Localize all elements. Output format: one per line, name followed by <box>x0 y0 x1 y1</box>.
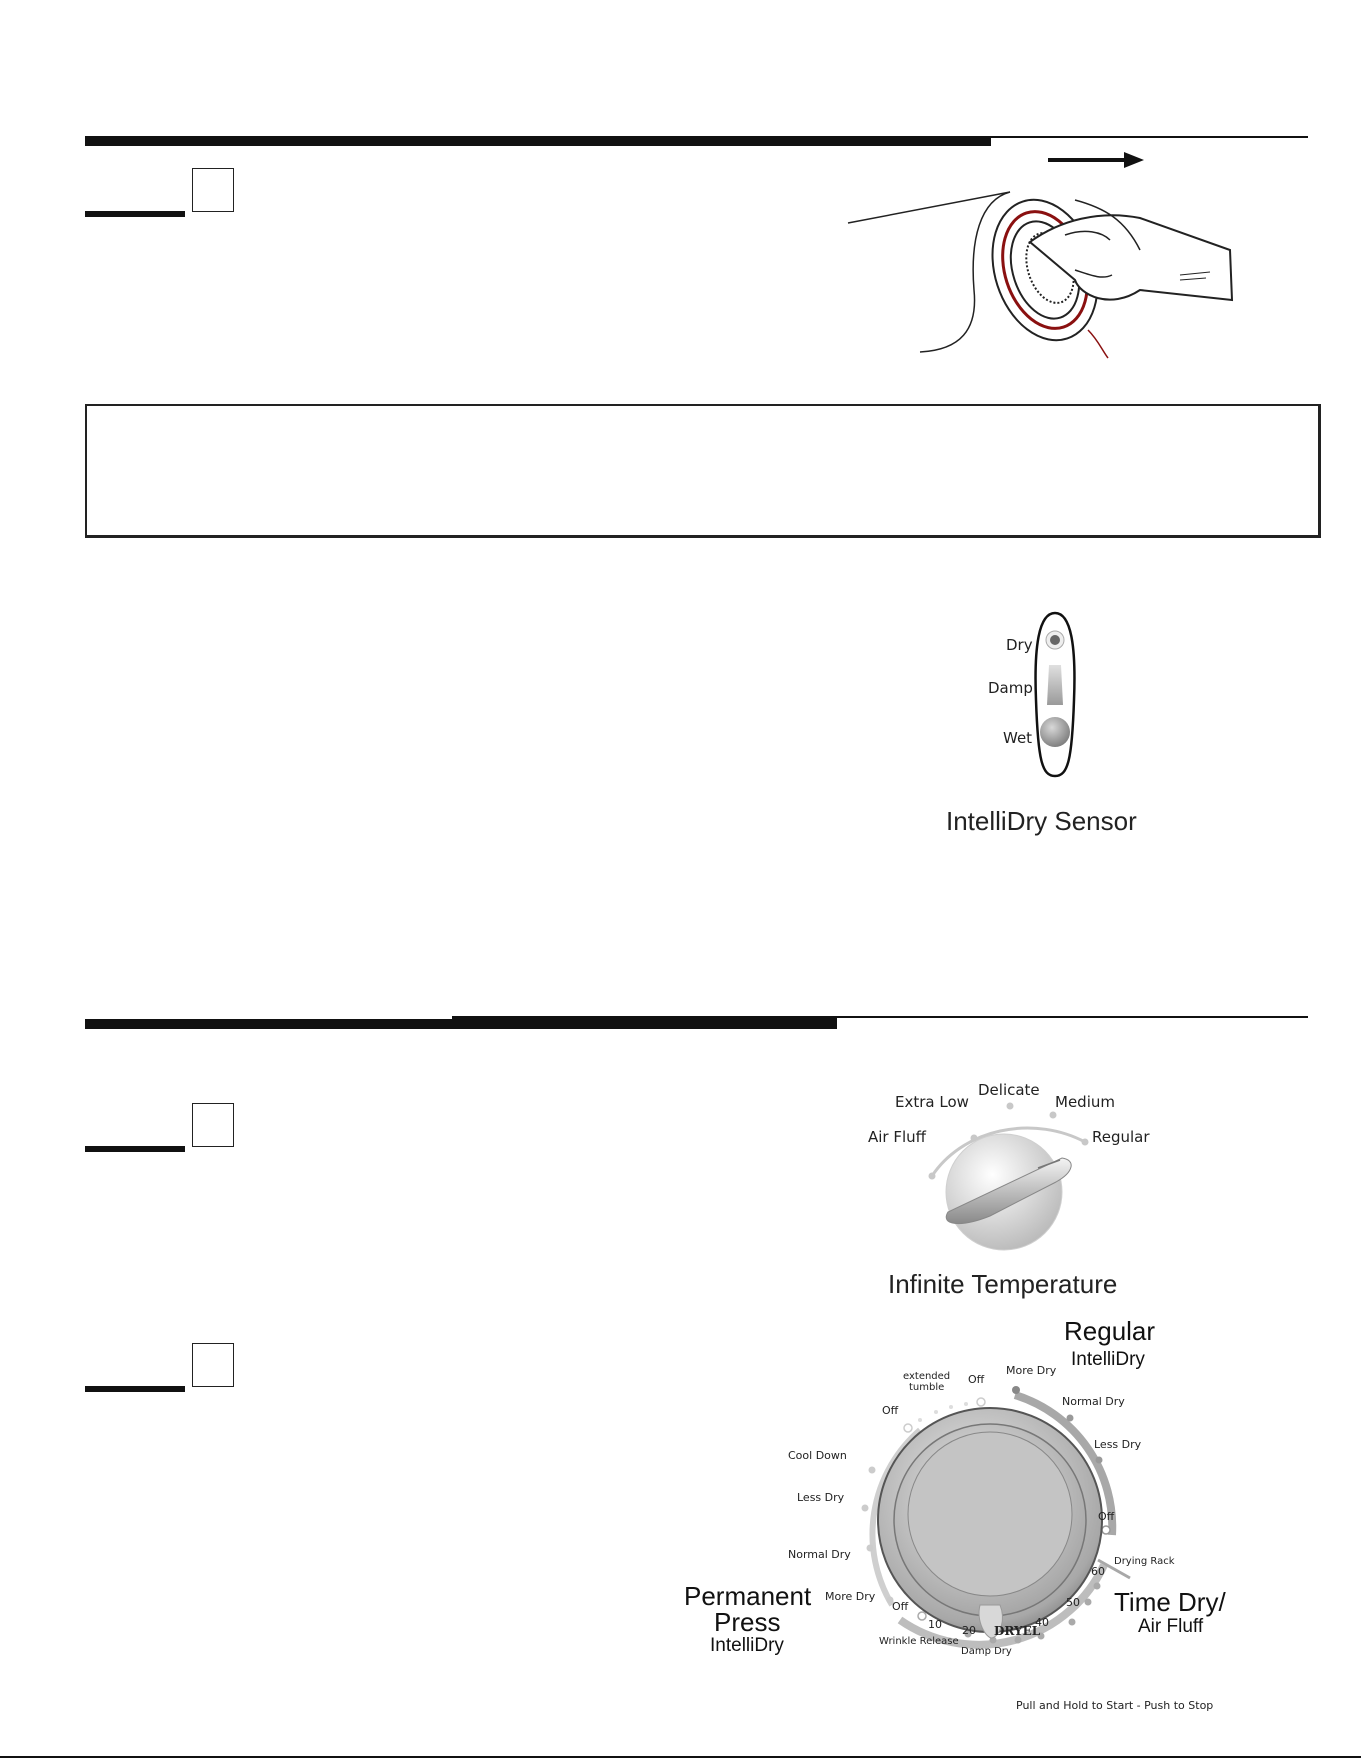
extended-tumble-label-1: extended <box>903 1371 951 1382</box>
section-rule-middle-thin <box>837 1016 1308 1018</box>
time-50: 50 <box>1066 1596 1080 1609</box>
perm-off: Off <box>882 1404 899 1417</box>
temp-medium: Medium <box>1055 1093 1115 1111</box>
dial-footer-instruction: Pull and Hold to Start - Push to Stop <box>1016 1699 1214 1712</box>
sensor-title: IntelliDry Sensor <box>946 806 1137 836</box>
time-20: 20 <box>962 1624 976 1637</box>
regular-more-dry: More Dry <box>1006 1364 1057 1377</box>
dryel-label: DRYEL <box>994 1624 1041 1638</box>
section-rule-top <box>85 136 991 146</box>
time-drying-rack: Drying Rack <box>1114 1556 1175 1567</box>
temp-delicate: Delicate <box>978 1081 1040 1099</box>
page-bottom-rule <box>0 1756 1361 1758</box>
note-box <box>85 404 1321 538</box>
time-dry-subtitle: Air Fluff <box>1138 1616 1204 1637</box>
regular-off: Off <box>1098 1510 1115 1523</box>
step-checkbox <box>192 1343 234 1387</box>
hand-knob-illustration <box>840 180 1240 360</box>
step-checkbox <box>192 168 234 212</box>
temp-regular: Regular <box>1092 1128 1150 1146</box>
time-60: 60 <box>1091 1565 1105 1578</box>
section-rule-middle <box>85 1019 837 1029</box>
temperature-title: Infinite Temperature <box>888 1269 1118 1299</box>
perm-less-dry: Less Dry <box>797 1491 845 1504</box>
regular-title: Regular <box>1064 1316 1156 1346</box>
sensor-level-damp: Damp <box>988 679 1033 697</box>
perm-cool-down: Cool Down <box>788 1449 847 1462</box>
step-underline <box>85 1386 185 1392</box>
regular-normal-dry: Normal Dry <box>1062 1395 1125 1408</box>
sensor-level-wet: Wet <box>1003 729 1033 747</box>
wrinkle-release-label: Wrinkle Release <box>879 1636 959 1647</box>
perm-press-title-1: Permanent <box>684 1581 812 1611</box>
temperature-knob-graphic <box>860 1090 1120 1270</box>
step-checkbox <box>192 1103 234 1147</box>
tumble-off: Off <box>968 1373 985 1386</box>
perm-press-subtitle: IntelliDry <box>710 1635 784 1656</box>
temp-extra-low: Extra Low <box>895 1093 969 1111</box>
extended-tumble-label-2: tumble <box>909 1382 945 1393</box>
perm-press-title-2: Press <box>714 1607 781 1637</box>
time-off: Off <box>892 1600 909 1613</box>
perm-more-dry: More Dry <box>825 1590 876 1603</box>
step-underline <box>85 1146 185 1152</box>
time-40: 40 <box>1035 1616 1049 1629</box>
perm-normal-dry: Normal Dry <box>788 1548 851 1561</box>
regular-subtitle: IntelliDry <box>1071 1349 1145 1370</box>
section-rule-top-thin <box>991 136 1308 138</box>
sensor-level-dry: Dry <box>1006 636 1033 654</box>
arrow-right-icon <box>1046 150 1146 170</box>
time-10: 10 <box>928 1618 942 1631</box>
step-underline <box>85 211 185 217</box>
section-rule-middle-top <box>452 1016 837 1020</box>
damp-dry-label: Damp Dry <box>961 1646 1012 1657</box>
time-dry-title: Time Dry/ <box>1114 1587 1226 1617</box>
regular-less-dry: Less Dry <box>1094 1438 1142 1451</box>
temp-air-fluff: Air Fluff <box>868 1128 927 1146</box>
